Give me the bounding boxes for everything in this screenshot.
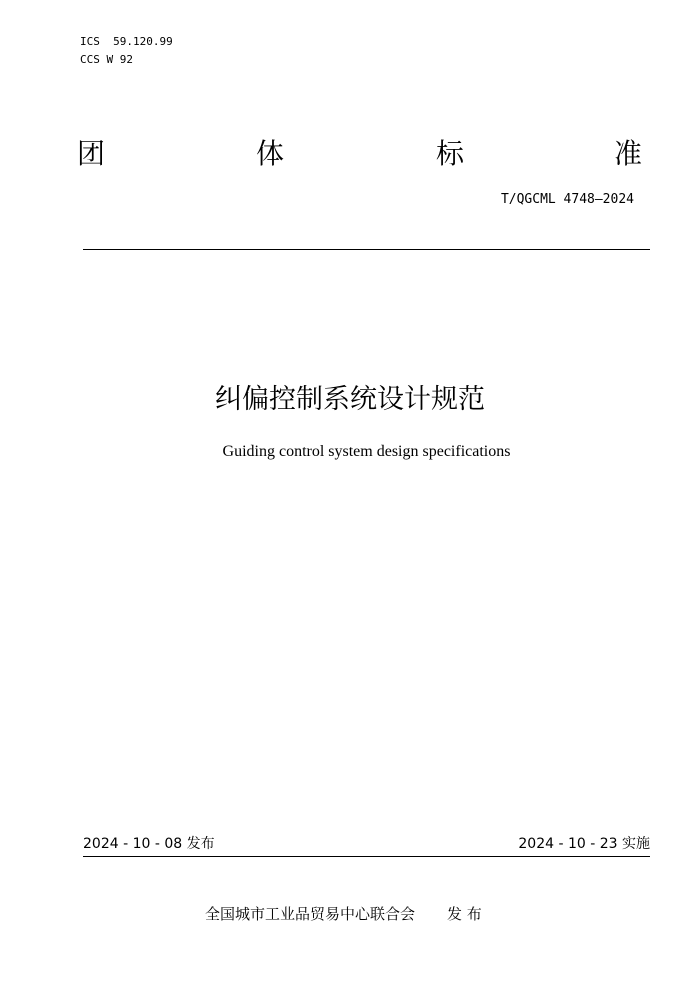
ics-code: ICS 59.120.99 [80,35,173,48]
publisher-line [205,905,482,923]
heading-char-biao: 标 [436,137,465,170]
ccs-code: CCS W 92 [80,53,133,66]
top-divider [83,249,650,250]
implementation-date: 2024 - 10 - 23 实施 [518,836,650,852]
standard-number: T/QGCML 4748—2024 [500,192,634,207]
publisher-name: 全国城市工业品贸易中心联合会 [205,905,416,923]
publisher-action: 发 布 [447,905,482,923]
heading-char-ti: 体 [256,137,285,170]
heading-char-zhun: 准 [614,137,643,170]
document-title-english: Guiding control system design specifications [222,443,511,460]
bottom-divider [83,856,650,857]
publish-date: 2024 - 10 - 08 发布 [83,836,215,852]
document-title-chinese: 纠偏控制系统设计规范 [215,384,485,415]
heading-char-tuan: 团 [77,137,106,170]
